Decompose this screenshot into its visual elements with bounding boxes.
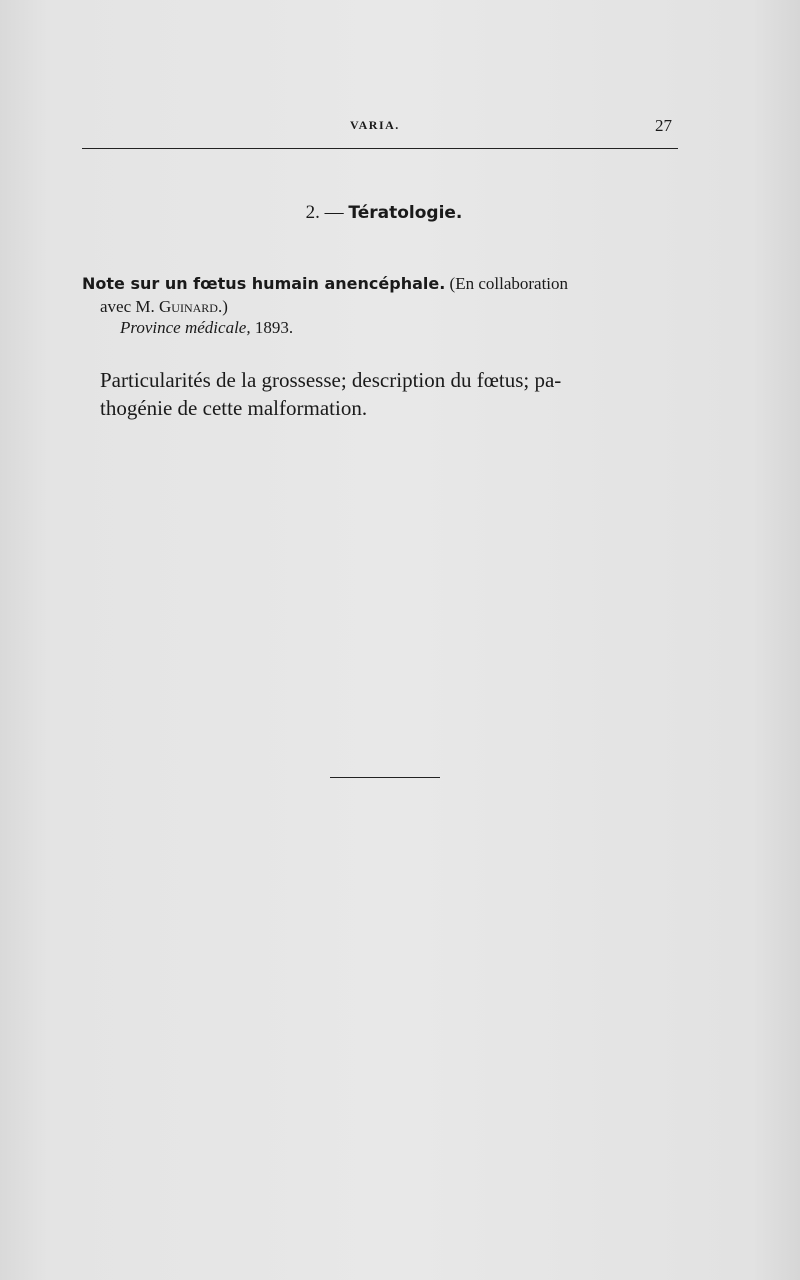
section-heading	[0, 202, 768, 224]
bibliography-entry	[82, 272, 682, 318]
running-header	[0, 118, 800, 138]
abstract-line-2: thogénie de cette malformation.	[100, 396, 368, 420]
section-title: Tératologie.	[348, 203, 463, 223]
entry-line-2	[82, 295, 682, 318]
running-head-title: VARIA.	[350, 118, 400, 132]
page-number: 27	[655, 116, 672, 135]
abstract-line-1: Particularités de la grossesse; description du fœtus; pa-	[100, 368, 562, 392]
section-dash: —	[324, 202, 344, 223]
header-rule	[82, 148, 678, 149]
entry-title: Note sur un fœtus humain anencéphale.	[82, 274, 446, 293]
abstract	[100, 366, 680, 422]
section-number: 2.	[305, 202, 320, 223]
entry-collab-line2-prefix: avec M.	[100, 297, 160, 316]
entry-collab-prefix: (En collaboration	[449, 274, 569, 293]
citation-year: 1893.	[254, 318, 294, 337]
citation-journal: Province médicale,	[120, 318, 251, 337]
entry-collaborator: Guinard	[159, 297, 218, 316]
end-rule	[330, 777, 440, 778]
entry-line-1	[82, 272, 682, 295]
entry-collab-suffix: .)	[217, 297, 228, 316]
citation	[120, 318, 293, 338]
